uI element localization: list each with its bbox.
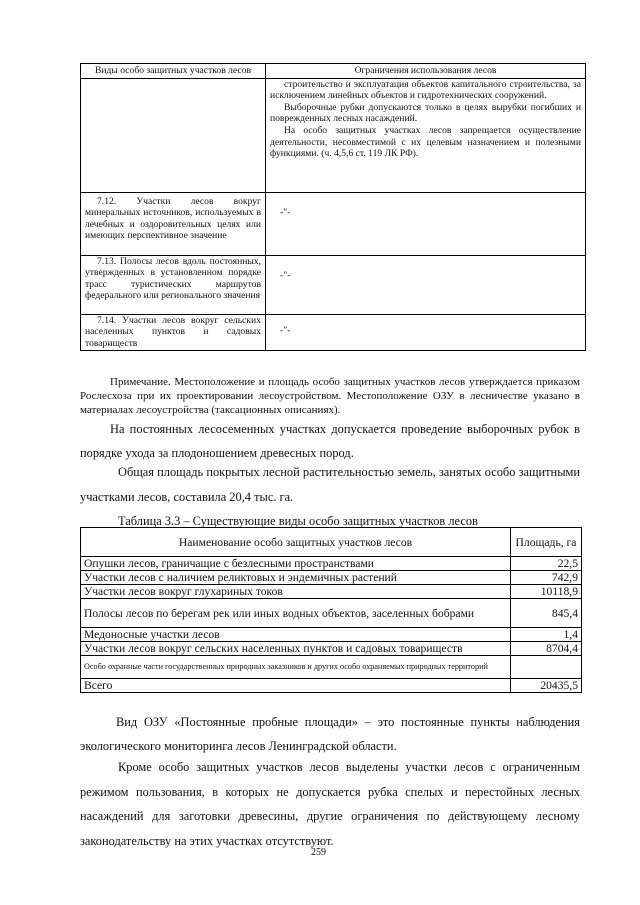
- table-row: [81, 78, 586, 192]
- body-paragraph: Кроме особо защитных участков лесов выделены участки лесов с ограниченным режимом пользования, в которых не допускается рубка спелых и перестойных лесных насаждений для заготовки древесины, другие ограничения по действующему лесному законодательству на этих участках отсутствуют.: [80, 760, 580, 848]
- header-protection-types: Виды особо защитных участков лесов: [81, 64, 266, 79]
- restriction-cell: [266, 78, 586, 192]
- zone-area: 10118,9: [511, 585, 582, 599]
- zone-name: Участки лесов вокруг глухариных токов: [81, 585, 511, 599]
- area-table: [80, 527, 582, 693]
- header-area: Площадь, га: [511, 528, 582, 557]
- table-row: [81, 642, 582, 656]
- table-row: [81, 571, 582, 585]
- restriction-paragraph: На особо защитных участках лесов запрещается осуществление деятельности, несовместимой с их целевым назначением и полезными функциями. (ч. 4,5,6 ст. 119 ЛК РФ).: [270, 124, 581, 160]
- table-header-row: [81, 528, 582, 557]
- protection-type-cell: 7.12. Участки лесов вокруг минеральных источников, используемых в лечебных и оздоровительных целях или имеющих перспективное значение: [81, 192, 266, 255]
- page-number: 259: [311, 847, 326, 858]
- ditto-mark: -"-: [266, 255, 586, 314]
- zone-name: Участки лесов с наличием реликтовых и эндемичных растений: [81, 571, 511, 585]
- restriction-paragraph: строительство и эксплуатация объектов капитального строительства, за исключением линейных объектов и гидротехнических сооружений.: [270, 78, 581, 102]
- empty-cell: [81, 78, 266, 192]
- header-restrictions: Ограничения использования лесов: [266, 64, 586, 79]
- table-header-row: [81, 64, 586, 79]
- restrictions-table: [80, 63, 586, 351]
- zone-name: Полосы лесов по берегам рек или иных водных объектов, заселенных бобрами: [81, 599, 511, 628]
- table-row: [81, 656, 582, 679]
- table-caption: Таблица 3.3 – Существующие виды особо защитных участков лесов: [118, 514, 478, 528]
- zone-name: Опушки лесов, граничащие с безлесными пространствами: [81, 557, 511, 571]
- zone-name: Медоносные участки лесов: [81, 628, 511, 642]
- body-paragraph: Вид ОЗУ «Постоянные пробные площади» – это постоянные пункты наблюдения экологического мониторинга лесов Ленинградской области.: [80, 715, 580, 753]
- zone-area: 22,5: [511, 557, 582, 571]
- table-row: [81, 585, 582, 599]
- header-name: Наименование особо защитных участков лесов: [81, 528, 511, 557]
- ditto-mark: -"-: [266, 314, 586, 350]
- restriction-paragraph: Выборочные рубки допускаются только в целях вырубки погибших и поврежденных лесных насаждений.: [270, 101, 581, 125]
- zone-area: 8704,4: [511, 642, 582, 656]
- table-row: [81, 314, 586, 350]
- table-row: [81, 628, 582, 642]
- protection-type-cell: 7.14. Участки лесов вокруг сельских населенных пунктов и садовых товариществ: [81, 314, 266, 350]
- zone-area: 1,4: [511, 628, 582, 642]
- table-row: [81, 599, 582, 628]
- table-row: [81, 557, 582, 571]
- body-paragraph: Общая площадь покрытых лесной растительностью земель, занятых особо защитными участками лесов, составила 20,4 тыс. га.: [80, 465, 580, 504]
- table-total-row: [81, 679, 582, 693]
- body-paragraph: На постоянных лесосеменных участках допускается проведение выборочных рубок в порядке ухода за плодоношением древесных пород.: [80, 422, 580, 460]
- zone-name: Участки лесов вокруг сельских населенных пунктов и садовых товариществ: [81, 642, 511, 656]
- zone-area: 845,4: [511, 599, 582, 628]
- protection-type-cell: 7.13. Полосы лесов вдоль постоянных, утвержденных в установленном порядке трасс туристических маршрутов федерального или регионального значения: [81, 255, 266, 314]
- total-label: Всего: [81, 679, 511, 693]
- ditto-mark: -"-: [266, 192, 586, 255]
- table-row: [81, 255, 586, 314]
- zone-name: Особо охранные части государственных природных заказников и других особо охраняемых природных территорий: [81, 656, 511, 679]
- total-area: 20435,5: [511, 679, 582, 693]
- zone-area: 742,9: [511, 571, 582, 585]
- note-paragraph: Примечание. Местоположение и площадь особо защитных участков лесов утверждается приказом Рослесхоза при их проектировании лесоустройством. Местоположение ОЗУ в лесничестве указано в материалах лесоустройства (таксационных описаниях).: [80, 376, 580, 416]
- zone-area: [511, 656, 582, 679]
- table-row: [81, 192, 586, 255]
